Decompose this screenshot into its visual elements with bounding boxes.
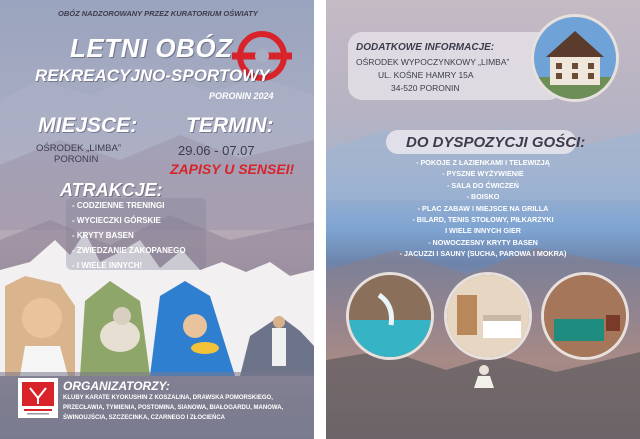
room-photo-image <box>447 275 529 357</box>
guests-heading: DO DYSPOZYCJI GOŚCI: <box>406 134 586 151</box>
poster-subtitle: REKREACYJNO-SPORTOWY <box>35 66 270 85</box>
attractions-list <box>72 198 186 273</box>
term-dates: 29.06 - 07.07 <box>178 143 255 158</box>
poster-year: PORONIN 2024 <box>209 91 274 101</box>
place-line-2: PORONIN <box>54 154 99 165</box>
amenity-item: - POKOJE Z ŁAZIENKAMI I TELEWIZJĄ <box>416 158 550 167</box>
billiards-photo <box>541 272 629 360</box>
amenity-item: - PLAC ZABAW I MIEJSCE NA GRILLA <box>417 203 549 213</box>
place-heading: MIEJSCE: <box>38 114 138 137</box>
place-line-1: OŚRODEK „LIMBA” <box>36 143 121 154</box>
info-heading: DODATKOWE INFORMACJE: <box>356 42 495 53</box>
supervision-note: OBÓZ NADZOROWANY PRZEZ KURATORIUM OŚWIATY <box>58 9 258 18</box>
amenity-item: - JACUZZI I SAUNY (SUCHA, PAROWA I MOKRA) <box>399 249 567 259</box>
info-line-1: OŚRODEK WYPOCZYNKOWY „LIMBA” <box>356 57 510 67</box>
hotel-photo <box>531 14 619 102</box>
attraction-item: - KRYTY BASEN <box>72 231 134 240</box>
amenity-item: - PYSZNE WYŻYWIENIE <box>442 169 524 179</box>
term-heading: TERMIN: <box>186 114 274 137</box>
pool-photo <box>346 272 434 360</box>
hotel-photo-image <box>534 17 616 99</box>
association-logo-icon <box>18 378 58 418</box>
attraction-item: - ZWIEDZANIE ZAKOPANEGO <box>72 246 186 255</box>
attraction-item: - CODZIENNE TRENINGI <box>72 201 165 210</box>
amenity-item: - BILARD, TENIS STOŁOWY, PIŁKARZYKI <box>412 214 554 224</box>
amenities-list <box>383 157 583 260</box>
billiards-photo-image <box>544 275 626 357</box>
attraction-item: - I WIELE INNYCH! <box>72 261 143 270</box>
right-poster <box>326 0 640 439</box>
room-photo <box>444 272 532 360</box>
amenity-item: - SALA DO ĆWICZEŃ <box>446 180 519 190</box>
left-poster <box>0 0 314 439</box>
photo-strip <box>0 276 314 376</box>
pool-photo-image <box>349 275 431 357</box>
organizers-line-2: PRZECŁAWIA, TYMIENIA, POSTOMINA, SIANOWA, BIAŁOGARDU, MANOWA, <box>63 405 284 411</box>
amenity-item: - BOISKO <box>466 192 500 202</box>
attractions-heading: ATRAKCJE: <box>60 180 163 200</box>
photo-strip-images <box>0 276 314 376</box>
association-logo <box>18 378 58 418</box>
amenity-item: I WIELE INNYCH GIER <box>445 226 521 236</box>
organizers-line-3: ŚWINOUJŚCIA, SZCZECINKA, CZARNEGO I ZŁOCIEŃCA <box>63 415 226 421</box>
organizers-line-1: KLUBY KARATE KYOKUSHIN Z KOSZALINA, DRAWSKA POMORSKIEGO, <box>63 395 273 401</box>
amenity-item: - NOWOCZESNY KRYTY BASEN <box>428 237 538 247</box>
poster-title: LETNI OBÓZ <box>70 33 233 63</box>
attraction-item: - WYCIECZKI GÓRSKIE <box>72 216 161 225</box>
info-line-3: 34-520 PORONIN <box>391 83 460 93</box>
info-line-2: UL. KOŚNE HAMRY 15A <box>378 70 474 80</box>
signup-callout: ZAPISY U SENSEI! <box>170 161 295 177</box>
organizers-heading: ORGANIZATORZY: <box>63 379 170 393</box>
